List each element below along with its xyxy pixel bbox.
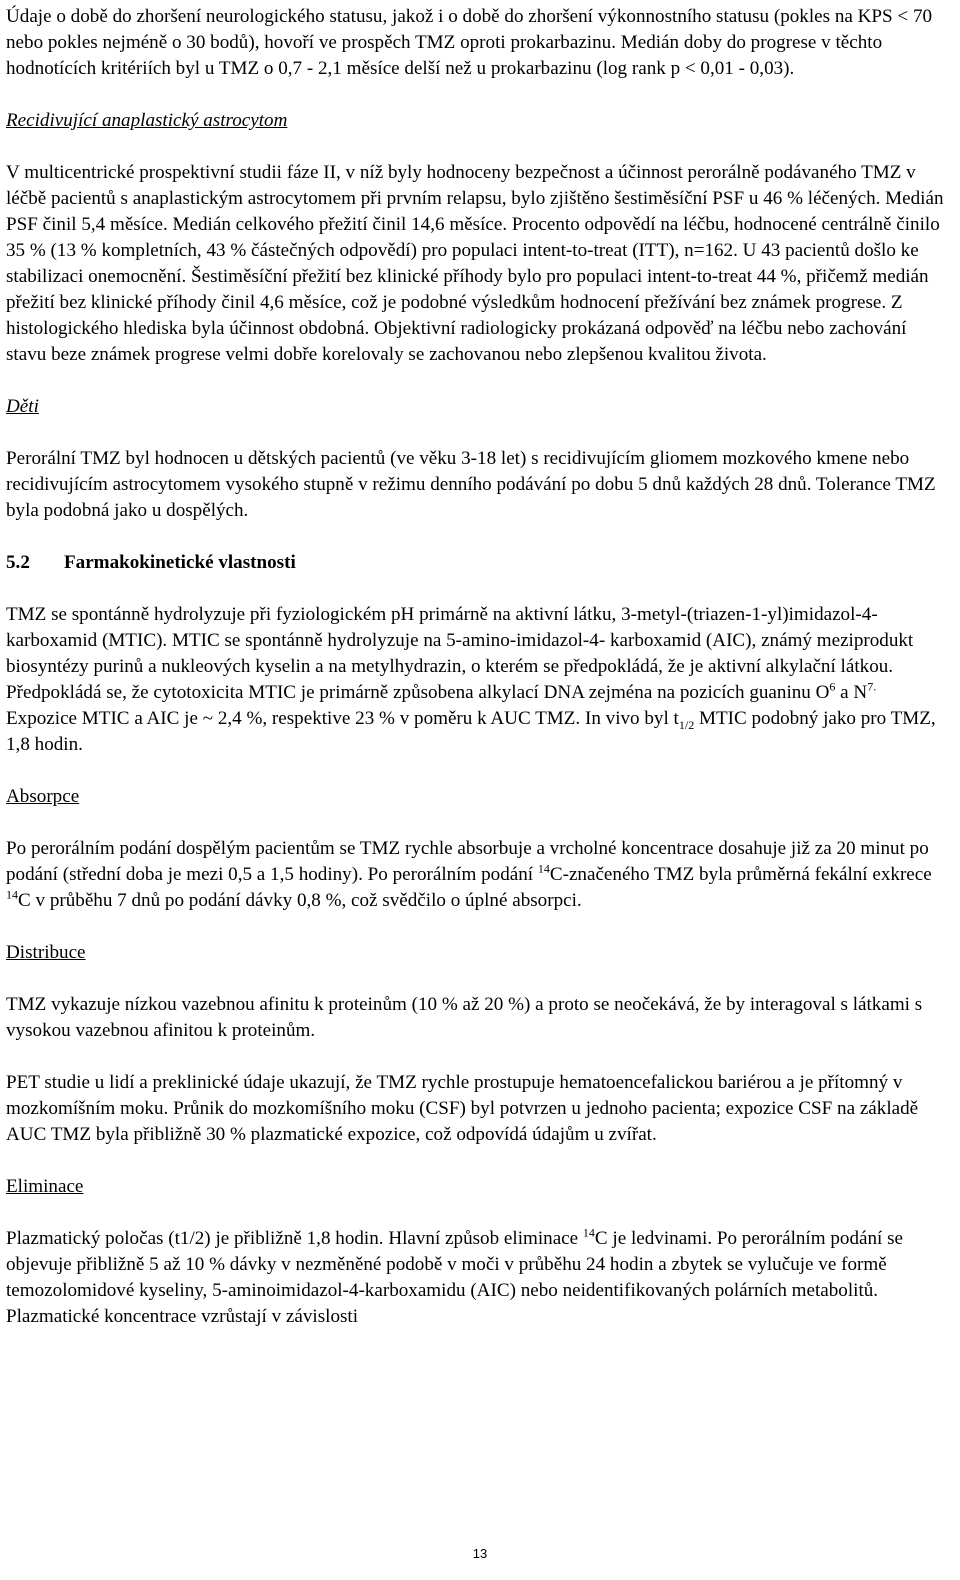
superscript: 14 [537, 861, 550, 876]
text-run: TMZ se spontánně hydrolyzuje při fyziologickém pH primárně na aktivní látku, 3-metyl-(triazen-1-yl)imidazol-4-karboxamid (MTIC). MTIC se spontánně hydrolyzuje na 5-amino-imidazol-4- karboxamid (AIC), známý meziprodukt biosyntézy purinů a nukleových kyselin a na metylhydrazin, o kterém se předpokládá, že je aktivní alkylační látkou. Předpokládá se, že cytotoxicita MTIC je primárně způsobena alkylací DNA zejména na pozicích guaninu O [6, 604, 914, 703]
subscript: 1/2 [678, 717, 695, 732]
page-number: 13 [472, 1546, 488, 1561]
subheading-distribution: Distribuce [6, 942, 86, 963]
subheading-absorption: Absorpce [6, 786, 80, 807]
text-run: a N [835, 682, 868, 703]
subheading-elimination: Eliminace [6, 1176, 84, 1197]
document-page [6, 4, 946, 1330]
paragraph-protein-binding: TMZ vykazuje nízkou vazebnou afinitu k proteinům (10 % až 20 %) a proto se neočekává, že by interagoval s látkami s vysokou vazebnou afinitou k proteinům. [6, 994, 923, 1041]
subheading-recurrent-anaplastic-astrocytoma: Recidivující anaplastický astrocytom [6, 110, 288, 131]
text-run: C v průběhu 7 dnů po podání dávky 0,8 %, což svědčilo o úplné absorpci. [18, 890, 582, 911]
text-run: C je ledvinami. Po perorálním podání se objevuje přibližně 5 až 10 % dávky v nezměněné podobě v moči v průběhu 24 hodin a zbytek se vylučuje ve formě temozolomidové kyseliny, 5-aminoimidazol-4-karboxamidu (AIC) nebo neidentifikovaných polárních metabolitů. Plazmatické koncentrace vzrůstají v závislosti [6, 1228, 903, 1327]
text-run: Plazmatický poločas (t1/2) je přibližně 1,8 hodin. Hlavní způsob eliminace [6, 1228, 583, 1249]
superscript: 7. [867, 679, 877, 694]
paragraph-phase2-study: V multicentrické prospektivní studii fáze II, v níž byly hodnoceny bezpečnost a účinnost perorálně podávaného TMZ v léčbě pacientů s anaplastickým astrocytomem při prvním relapsu, bylo zjištěno šestiměsíční PSF u 46 % léčených. Medián PSF činil 5,4 měsíce. Medián celkového přežití činil 14,6 měsíce. Procento odpovědí na léčbu, hodnocené centrálně činilo 35 % (13 % kompletních, 43 % částečných odpovědí) pro populaci intent-to-treat (ITT), n=162. U 43 pacientů došlo ke stabilizaci onemocnění. Šestiměsíční přežití bez klinické příhody bylo pro populaci intent-to-treat 44 %, přičemž medián přežití bez klinické příhody činil 4,6 měsíce, což je podobné výsledkům hodnocení přežívání bez známek progrese. Z histologického hlediska byla účinnost obdobná. Objektivní radiologicky prokázaná odpověď na léčbu nebo zachování stavu beze známek progrese velmi dobře korelovaly se zachovanou nebo zlepšenou kvalitou života. [6, 162, 944, 365]
subheading-children: Děti [6, 396, 39, 417]
text-run: C-značeného TMZ byla průměrná fekální exkrece [549, 864, 932, 885]
section-heading-pharmacokinetics [6, 550, 946, 576]
superscript: 14 [582, 1225, 595, 1240]
paragraph-pet-study: PET studie u lidí a preklinické údaje ukazují, že TMZ rychle prostupuje hematoencefalickou bariérou a je přítomný v mozkomíšním moku. Průnik do mozkomíšního moku (CSF) byl potvrzen u jednoho pacienta; expozice CSF na základě AUC TMZ byla přibližně 30 % plazmatické expozice, což odpovídá údajům u zvířat. [6, 1072, 919, 1145]
section-number: 5.2 [6, 552, 30, 573]
section-title: Farmakokinetické vlastnosti [64, 552, 296, 573]
paragraph-pediatric: Perorální TMZ byl hodnocen u dětských pacientů (ve věku 3-18 let) s recidivujícím gliomem mozkového kmene nebo recidivujícím astrocytomem vysokého stupně v režimu denního podávání po dobu 5 dnů každých 28 dnů. Tolerance TMZ byla podobná jako u dospělých. [6, 448, 936, 521]
paragraph-hydrolysis [6, 602, 946, 758]
superscript: 14 [6, 887, 18, 902]
superscript: 6 [829, 679, 836, 694]
text-run: MTIC podobný jako pro TMZ, 1,8 hodin. [6, 708, 936, 755]
paragraph-elimination [6, 1226, 946, 1330]
text-run: Po perorálním podání dospělým pacientům se TMZ rychle absorbuje a vrcholné koncentrace dosahuje již za 20 minut po podání (střední doba je mezi 0,5 a 1,5 hodiny). Po perorálním podání [6, 838, 929, 885]
text-run: Expozice MTIC a AIC je ~ 2,4 %, respektive 23 % v poměru k AUC TMZ. In vivo byl t [6, 708, 679, 729]
paragraph-tmz-vs-procarbazine: Údaje o době do zhoršení neurologického statusu, jakož i o době do zhoršení výkonnostního statusu (pokles na KPS < 70 nebo pokles nejméně o 30 bodů), hovoří ve prospěch TMZ oproti prokarbazinu. Medián doby do progrese v těchto hodnotících kritériích byl u TMZ o 0,7 - 2,1 měsíce delší než u prokarbazinu (log rank p < 0,01 - 0,03). [6, 6, 933, 79]
paragraph-absorption [6, 836, 946, 914]
